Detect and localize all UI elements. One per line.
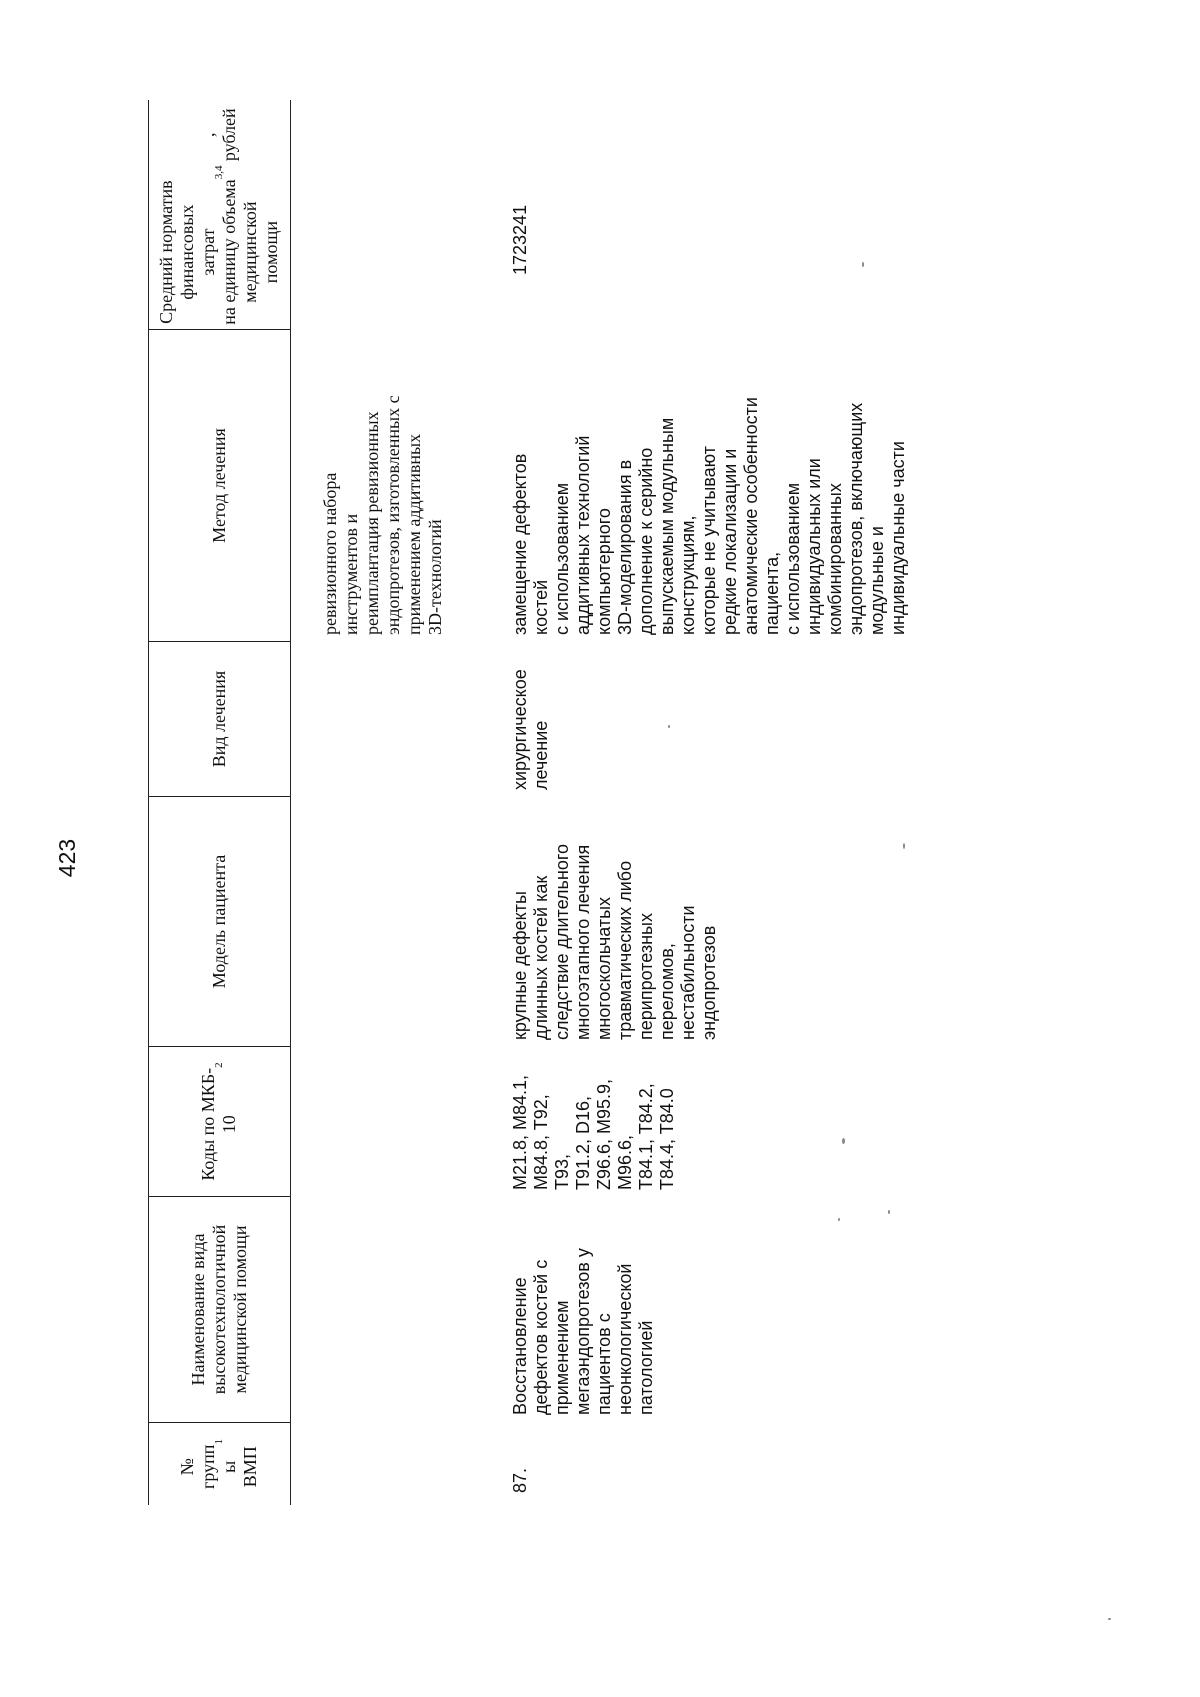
header-average-cost-text: Средний норматив финансовых затрат на единицу объема медицинской помощи	[156, 179, 281, 325]
scan-speck	[1108, 1618, 1111, 1620]
row-vmp-name: Восстановление дефектов костей с применением мегаэндопротезов у пациентов с неонкологической патологией	[510, 1248, 656, 1415]
header-bottom-border	[290, 100, 291, 1505]
header-icd-codes: Коды по МКБ- 10 2	[148, 1047, 290, 1197]
header-average-cost-unit: , рублей	[198, 108, 239, 162]
row-number: 87.	[510, 1467, 530, 1493]
scan-speck	[842, 1138, 845, 1144]
table-header	[148, 100, 290, 1505]
header-vmp-name: Наименование вида высокотехнологичной медицинской помощи	[148, 1197, 290, 1423]
scan-speck	[903, 843, 905, 849]
scan-speck	[862, 262, 864, 267]
row-patient-model: крупные дефекты длинных костей как следствие длительного многоэтапного лечения многоскольчатых травматических либо перипротезных переломов, нестабильности эндопротезов	[510, 843, 719, 1040]
row-icd-codes: M21.8, M84.1, M84.8, T92, T93, T91.2, D16, Z96.6, M95.9, M96.6, T84.1, T84.2, T84.4, T84.0	[510, 1074, 677, 1190]
header-patient-model: Модель пациента	[148, 797, 290, 1047]
header-group-number: № групп ы ВМП 1	[177, 1439, 260, 1489]
page-number: 423	[54, 838, 80, 878]
header-group-number-text: № групп ы ВМП	[177, 1444, 260, 1489]
row-average-cost: 1723241	[510, 204, 530, 275]
scan-speck	[838, 1218, 840, 1221]
scan-speck	[668, 725, 670, 728]
method-continuation: ревизионного набора инструментов и реимплантация ревизионных эндопротезов, изготовленных с применением аддитивных 3D-технологий	[320, 395, 445, 635]
table-rotated	[148, 100, 968, 1505]
scan-speck	[888, 1210, 890, 1214]
header-treatment-type: Вид лечения	[148, 642, 290, 797]
header-average-cost: Средний норматив финансовых затрат на единицу объема медицинской помощи 3,4 , рублей	[148, 100, 290, 330]
header-treatment-method: Метод лечения	[148, 330, 290, 642]
row-treatment-method: замещение дефектов костей с использованием аддитивных технологий компьютерного 3D-моделирования в дополнение к серийно выпускаемым модульным конструкциям, которые не учитывают редкие локализации и анатомические особенности пациента, с использованием индивидуальных или комбинированных эндопротезов, включающих модульные и индивидуальные части	[510, 397, 908, 635]
row-treatment-type: хирургическое лечение	[510, 669, 551, 790]
header-icd-codes-text: Коды по МКБ- 10	[198, 1067, 239, 1181]
